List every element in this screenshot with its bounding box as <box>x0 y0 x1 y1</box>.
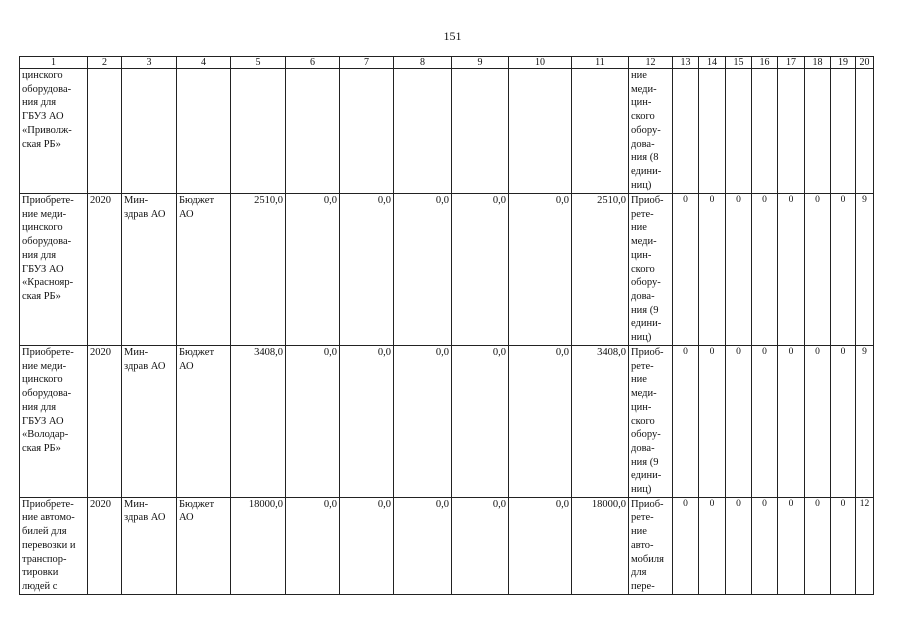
amount-2020-cell: 2510,0 <box>572 194 629 346</box>
column-number-3: 3 <box>122 57 177 69</box>
responsible-cell: Мин- здрав АО <box>122 346 177 498</box>
column-number-8: 8 <box>394 57 452 69</box>
page-number: 151 <box>443 29 462 43</box>
table-row <box>20 69 874 194</box>
indicator-cell: 0 <box>831 346 856 498</box>
indicator-cell: 0 <box>805 194 831 346</box>
table-row <box>20 497 874 594</box>
year-cell <box>88 69 122 194</box>
year-cell: 2020 <box>88 194 122 346</box>
amount-cell: 0,0 <box>509 194 572 346</box>
indicator-cell: 0 <box>752 497 778 594</box>
column-number-2: 2 <box>88 57 122 69</box>
year-cell: 2020 <box>88 497 122 594</box>
column-number-10: 10 <box>509 57 572 69</box>
column-number-16: 16 <box>752 57 778 69</box>
measure-name-cell: цинского оборудова- ния для ГБУЗ АО «Приволж- ская РБ» <box>20 69 88 194</box>
amount-cell <box>286 69 340 194</box>
indicator-cell: 0 <box>673 194 699 346</box>
table-row <box>20 194 874 346</box>
indicator-cell <box>856 69 874 194</box>
column-number-4: 4 <box>177 57 231 69</box>
amount-2020-cell <box>572 69 629 194</box>
amount-cell: 0,0 <box>286 497 340 594</box>
indicator-cell: 0 <box>699 194 726 346</box>
amount-cell: 0,0 <box>509 346 572 498</box>
result-description-cell: ние меди- цин- ского обору- дова- ния (8 едини- ниц) <box>629 69 673 194</box>
indicator-cell <box>805 69 831 194</box>
indicator-cell <box>778 69 805 194</box>
column-number-17: 17 <box>778 57 805 69</box>
indicator-cell: 0 <box>726 346 752 498</box>
amount-total-cell: 3408,0 <box>231 346 286 498</box>
funding-source-cell <box>177 69 231 194</box>
indicator-cell: 0 <box>778 194 805 346</box>
result-description-cell: Приоб- рете- ние меди- цин- ского обору- дова- ния (9 едини- ниц) <box>629 346 673 498</box>
indicator-cell: 0 <box>699 346 726 498</box>
column-number-14: 14 <box>699 57 726 69</box>
indicator-cell <box>752 69 778 194</box>
amount-cell: 0,0 <box>394 194 452 346</box>
column-number-row <box>20 57 874 69</box>
amount-cell: 0,0 <box>509 497 572 594</box>
indicator-cell: 0 <box>726 497 752 594</box>
amount-cell <box>340 69 394 194</box>
year-cell: 2020 <box>88 346 122 498</box>
amount-cell <box>452 69 509 194</box>
column-number-19: 19 <box>831 57 856 69</box>
indicator-cell: 0 <box>805 346 831 498</box>
indicator-cell: 0 <box>778 346 805 498</box>
amount-cell <box>509 69 572 194</box>
amount-cell: 0,0 <box>340 194 394 346</box>
indicator-cell <box>699 69 726 194</box>
indicator-cell: 0 <box>805 497 831 594</box>
column-number-18: 18 <box>805 57 831 69</box>
responsible-cell: Мин- здрав АО <box>122 194 177 346</box>
amount-cell: 0,0 <box>286 194 340 346</box>
indicator-cell <box>673 69 699 194</box>
result-description-cell: Приоб- рете- ние авто- мобиля для пере- <box>629 497 673 594</box>
amount-cell: 0,0 <box>394 497 452 594</box>
indicator-cell: 0 <box>673 346 699 498</box>
indicator-cell: 0 <box>673 497 699 594</box>
indicator-cell <box>831 69 856 194</box>
column-number-1: 1 <box>20 57 88 69</box>
funding-source-cell: Бюджет АО <box>177 346 231 498</box>
indicator-cell: 0 <box>778 497 805 594</box>
column-number-15: 15 <box>726 57 752 69</box>
measure-name-cell: Приобрете- ние меди- цинского оборудова- ния для ГБУЗ АО «Володар- ская РБ» <box>20 346 88 498</box>
indicator-cell: 0 <box>699 497 726 594</box>
indicator-cell: 0 <box>831 194 856 346</box>
amount-2020-cell: 18000,0 <box>572 497 629 594</box>
amount-cell: 0,0 <box>286 346 340 498</box>
column-number-11: 11 <box>572 57 629 69</box>
amount-cell: 0,0 <box>394 346 452 498</box>
funding-source-cell: Бюджет АО <box>177 497 231 594</box>
indicator-cell: 9 <box>856 194 874 346</box>
amount-cell: 0,0 <box>452 194 509 346</box>
amount-cell: 0,0 <box>340 346 394 498</box>
indicator-cell: 0 <box>752 346 778 498</box>
column-number-9: 9 <box>452 57 509 69</box>
result-description-cell: Приоб- рете- ние меди- цин- ского обору- дова- ния (9 едини- ниц) <box>629 194 673 346</box>
amount-total-cell: 18000,0 <box>231 497 286 594</box>
indicator-cell: 0 <box>831 497 856 594</box>
column-number-12: 12 <box>629 57 673 69</box>
data-table <box>19 56 874 595</box>
column-number-20: 20 <box>856 57 874 69</box>
amount-cell: 0,0 <box>340 497 394 594</box>
amount-cell <box>394 69 452 194</box>
table-row <box>20 346 874 498</box>
amount-cell: 0,0 <box>452 497 509 594</box>
amount-total-cell: 2510,0 <box>231 194 286 346</box>
indicator-cell: 0 <box>726 194 752 346</box>
column-number-7: 7 <box>340 57 394 69</box>
column-number-6: 6 <box>286 57 340 69</box>
indicator-cell: 9 <box>856 346 874 498</box>
amount-cell: 0,0 <box>452 346 509 498</box>
amount-2020-cell: 3408,0 <box>572 346 629 498</box>
indicator-cell: 0 <box>752 194 778 346</box>
indicator-cell: 12 <box>856 497 874 594</box>
indicator-cell <box>726 69 752 194</box>
column-number-5: 5 <box>231 57 286 69</box>
responsible-cell: Мин- здрав АО <box>122 497 177 594</box>
amount-total-cell <box>231 69 286 194</box>
responsible-cell <box>122 69 177 194</box>
measure-name-cell: Приобрете- ние меди- цинского оборудова- ния для ГБУЗ АО «Краснояр- ская РБ» <box>20 194 88 346</box>
measure-name-cell: Приобрете- ние автомо- билей для перевозки и транспор- тировки людей с <box>20 497 88 594</box>
funding-source-cell: Бюджет АО <box>177 194 231 346</box>
column-number-13: 13 <box>673 57 699 69</box>
